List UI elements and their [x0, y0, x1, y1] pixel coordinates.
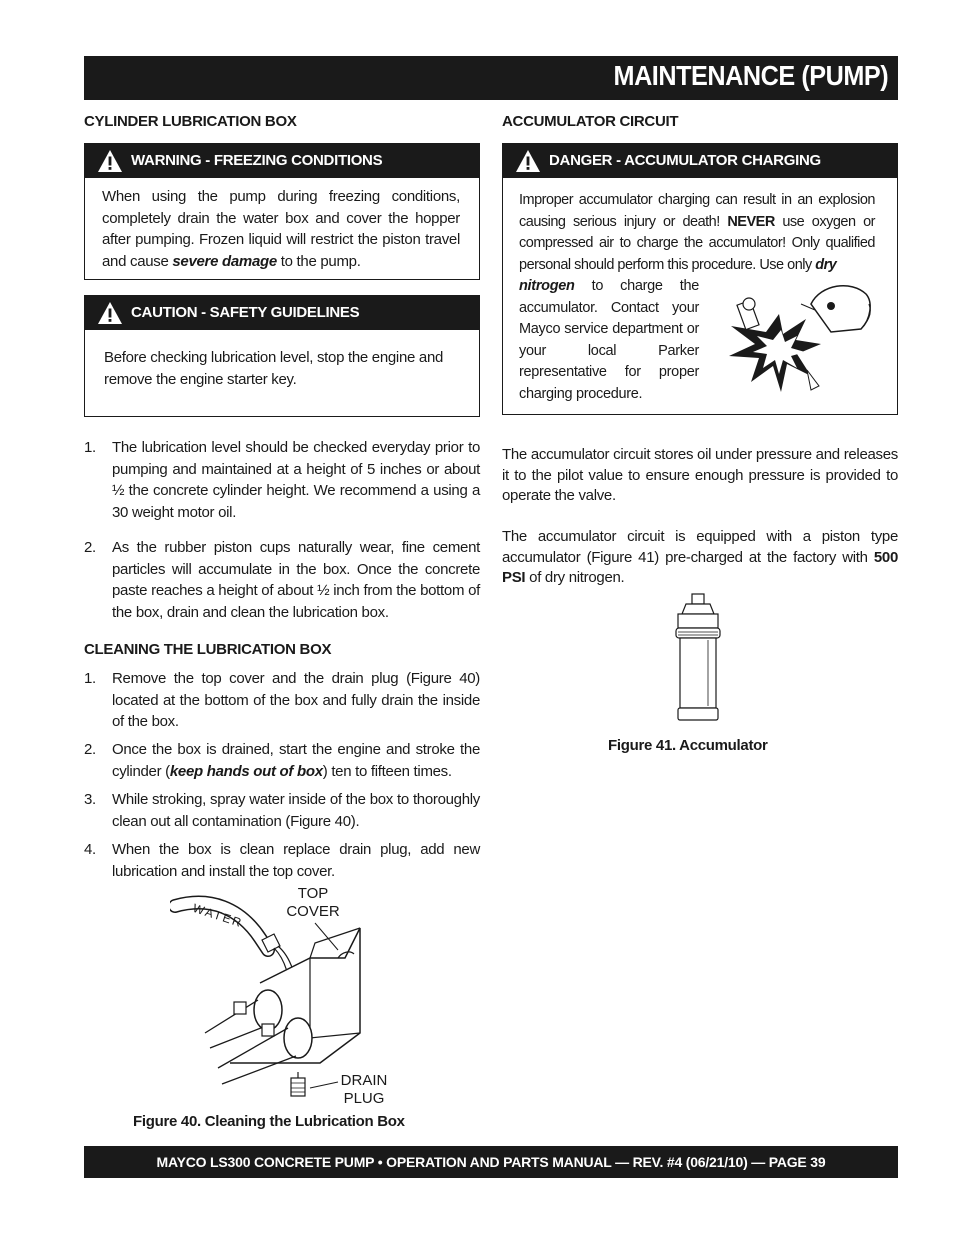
list-item: 1. Remove the top cover and the drain plug (Figure 40) located at the bottom of the box and fully drain the inside of the box. — [84, 670, 480, 730]
caution-header — [85, 296, 479, 330]
section-title-cleaning: CLEANING THE LUBRICATION BOX — [84, 641, 332, 658]
footer-text: MAYCO LS300 CONCRETE PUMP • OPERATION AND PARTS MANUAL — REV. #4 (06/21/10) — PAGE 39 — [156, 1154, 826, 1170]
warning-box — [84, 143, 480, 280]
list-item: 3. While stroking, spray water inside of the box to thoroughly clean out all contamination (Figure 40). — [84, 791, 480, 830]
accumulator-paragraph-2: The accumulator circuit is equipped with a piston type accumulator (Figure 41) pre-charged at the factory with 500 PSI of dry nitrogen. — [502, 528, 898, 586]
caution-title: CAUTION - SAFETY GUIDELINES — [131, 304, 360, 321]
caution-box — [84, 295, 480, 417]
section-title-cylinder-lubrication: CYLINDER LUBRICATION BOX — [84, 113, 297, 130]
danger-text-top: Improper accumulator charging can result in an explosion causing serious injury or death! NEVER use oxygen or compressed air to charge the accumulator! Only qualified personal should perform this procedure. Use only dry — [519, 192, 875, 273]
water-label: WATER — [191, 900, 245, 931]
figure-40-caption: Figure 40. Cleaning the Lubrication Box — [133, 1113, 405, 1130]
list-item: 1. The lubrication level should be checked everyday prior to pumping and maintained at a height of 5 inches or about ½ the concrete cylinder height. We recommend a using a 30 weight motor oil. — [84, 439, 480, 521]
explosion-icon — [711, 274, 881, 404]
danger-header — [503, 144, 897, 178]
caution-triangle-icon — [97, 301, 123, 325]
warning-title: WARNING - FREEZING CONDITIONS — [131, 152, 383, 169]
danger-triangle-icon — [515, 149, 541, 173]
list-item: 4. When the box is clean replace drain plug, add new lubrication and install the top cover. — [84, 841, 480, 880]
danger-text-bottom: nitrogen to charge the accumulator. Contact your Mayco service department or your local Parker representative for proper charging procedure. — [519, 278, 699, 402]
danger-box — [502, 143, 898, 415]
accumulator-paragraph-1: The accumulator circuit stores oil under pressure and releases it to the pilot value to ensure enough pressure is provided to operate the valve. — [502, 446, 898, 504]
drain-plug-label: DRAIN PLUG — [340, 1072, 388, 1107]
warning-text: When using the pump during freezing conditions, completely drain the water box and cover the hopper after pumping. Frozen liquid will restrict the piston travel and cause severe damage to the pump. — [102, 188, 460, 270]
page-header — [84, 56, 898, 100]
top-cover-label: TOP COVER — [286, 885, 340, 920]
warning-triangle-icon — [97, 149, 123, 173]
page-footer — [84, 1146, 898, 1178]
warning-header — [85, 144, 479, 178]
caution-text: Before checking lubrication level, stop the engine and remove the engine starter key. — [104, 349, 444, 388]
section-title-accumulator-circuit: ACCUMULATOR CIRCUIT — [502, 113, 679, 130]
page-title: MAINTENANCE (PUMP) — [613, 60, 888, 91]
danger-title: DANGER - ACCUMULATOR CHARGING — [549, 152, 821, 169]
accumulator-figure — [668, 592, 728, 728]
figure-41-caption: Figure 41. Accumulator — [608, 737, 768, 754]
list-item: 2. Once the box is drained, start the engine and stroke the cylinder (keep hands out of box) ten to fifteen times. — [84, 741, 480, 780]
list-item: 2. As the rubber piston cups naturally wear, fine cement particles will accumulate in the box. Once the concrete paste reaches a height of about ½ inch from the bottom of the box, drain and clean the lubrication box. — [84, 539, 480, 621]
